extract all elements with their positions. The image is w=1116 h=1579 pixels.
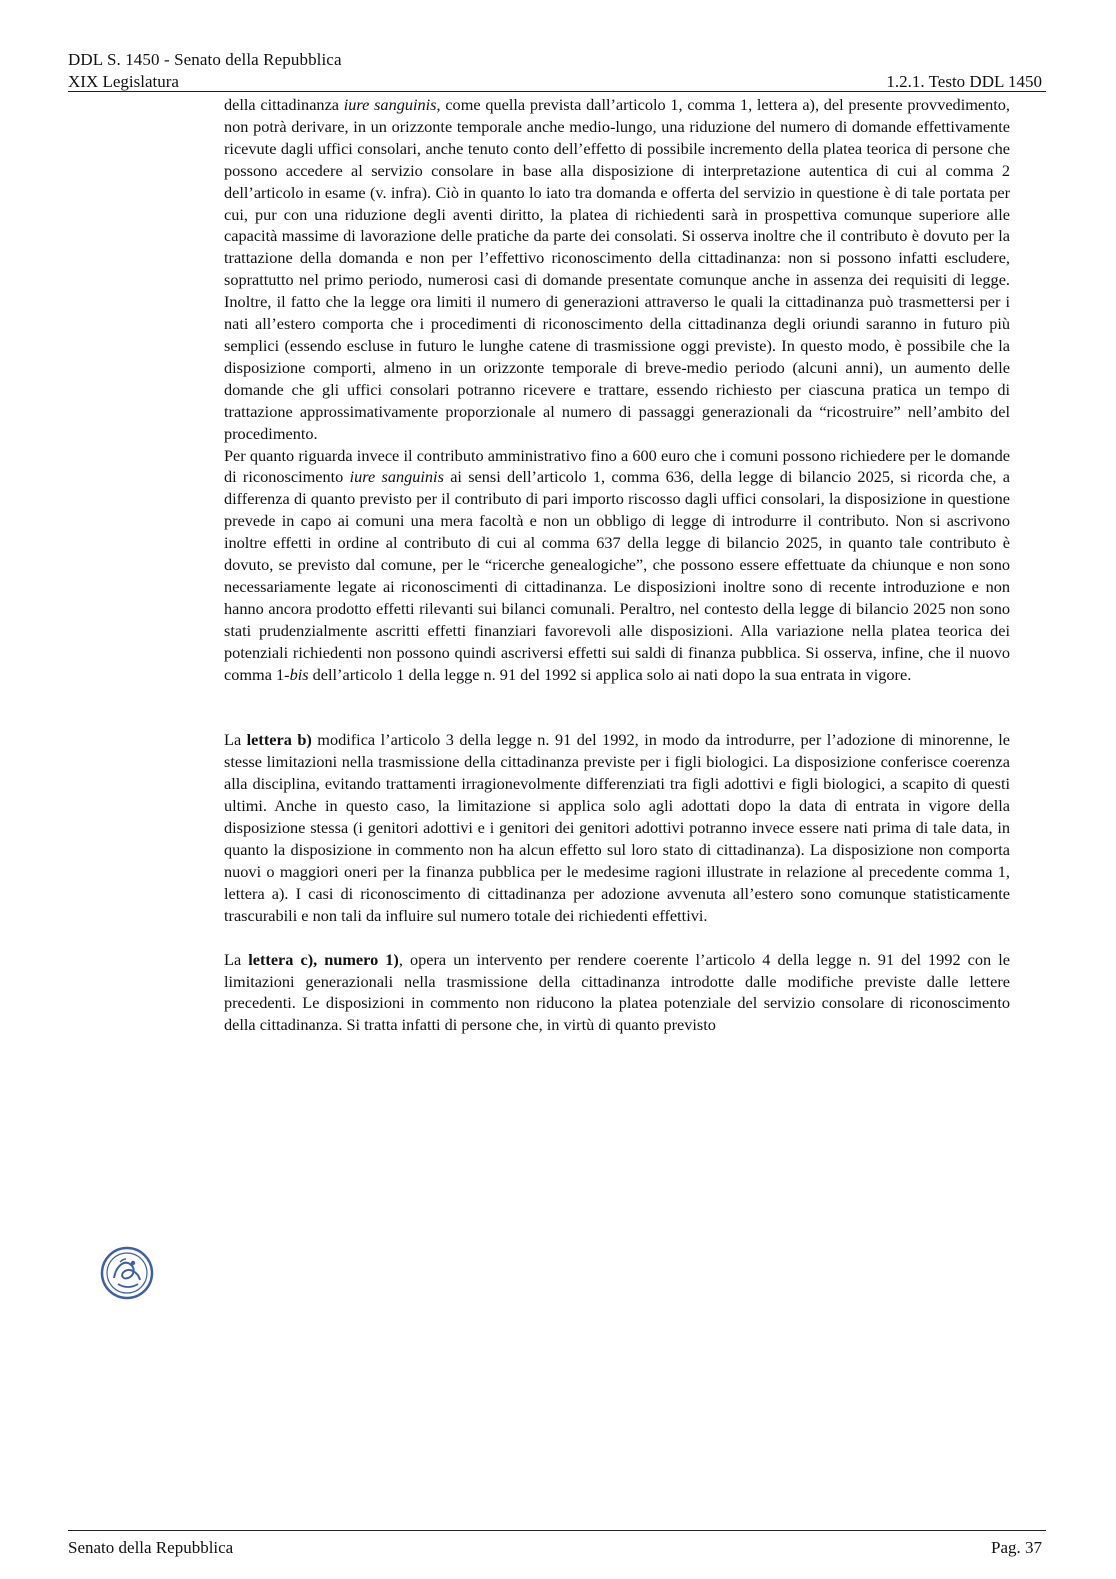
footer-divider [68, 1530, 1046, 1531]
paragraph-4: La lettera c), numero 1), opera un intervento per rendere coerente l’articolo 4 della legge n. 91 del 1992 con le limitazioni generazionali nella trasmissione della cittadinanza introdotte dalle modifiche previste dalle lettere precedenti. Le disposizioni in commento non riducono la platea potenziale del servizio consolare di riconoscimento della cittadinanza. Si tratta infatti di persone che, in virtù di quanto previsto [224, 949, 1010, 1035]
italic-latin-term: iure sanguinis [349, 467, 444, 487]
italic-latin-term: iure sanguinis [343, 95, 437, 114]
spacer [224, 927, 1010, 949]
legislature-label: XIX Legislatura [68, 72, 179, 91]
senate-seal-icon [100, 1246, 154, 1300]
bold-lettera-b: lettera b) [246, 730, 312, 750]
footer-source: Senato della Repubblica [68, 1538, 234, 1557]
header-title: DDL S. 1450 - Senato della Repubblica [68, 50, 342, 69]
paragraph-1: della cittadinanza iure sanguinis, come quella prevista dall’articolo 1, comma 1, lettera a), del presente provvedimento, non potrà derivare, in un orizzonte temporale anche medio-lungo, una riduzione del numero di domande effettivamente ricevute dagli uffici consolari, anche tenuto conto dell’effetto di possibile incremento della platea teorica di persone che possono accedere al servizio consolare in base alla disposizione di interpretazione autentica di cui al comma 2 dell’articolo in esame (v. infra). Ciò in quanto lo iato tra domanda e offerta del servizio in questione è di tale portata per cui, pur con una riduzione degli aventi diritto, la platea di richiedenti sarà in prospettiva comunque superiore alle capacità massime di lavorazione delle pratiche da parte dei consolati. Si osserva inoltre che il contributo è dovuto per la trattazione della domanda e non per l’effettivo riconoscimento della cittadinanza: non si possono infatti escludere, soprattutto nel primo periodo, numerosi casi di domande presentate comunque anche in assenza dei requisiti di legge. Inoltre, il fatto che la legge ora limiti il numero di generazioni attraverso le quali la cittadinanza può trasmettersi per i nati all’estero comporta che i procedimenti di riconoscimento della cittadinanza degli oriundi saranno in futuro più semplici (essendo escluse in futuro le lunghe catene di trasmissione oggi previste). In questo modo, è possibile che la disposizione comporti, almeno in un orizzonte temporale di breve-medio periodo (alcuni anni), un aumento delle domande che gli uffici consolari potranno ricevere e trattare, essendo richiesto per ciascuna pratica un tempo di trattazione approssimativamente proporzionale al numero di passaggi generazionali da “ricostruire” nell’ambito del procedimento. [224, 95, 1010, 443]
page-number: Pag. 37 [991, 1538, 1042, 1557]
header-row [68, 72, 1046, 92]
spacer [224, 685, 1010, 729]
bold-lettera-c: lettera c), numero 1) [248, 949, 399, 969]
paragraph-2: Per quanto riguarda invece il contributo amministrativo fino a 600 euro che i comuni possono richiedere per le domande di riconoscimento iure sanguinis ai sensi dell’articolo 1, comma 636, della legge di bilancio 2025, si ricorda che, a differenza di quanto previsto per il contributo di pari importo riscosso dagli uffici consolari, la disposizione in questione prevede in capo ai comuni una mera facoltà e non un obbligo di legge di introdurre il contributo. Non si ascrivono inoltre effetti in ordine al contributo di cui al comma 637 della legge di bilancio 2025, in quanto tale contributo è dovuto, se previsto dal comune, per le “ricerche genealogiche”, che possono essere effettuate da chiunque e non sono necessariamente legate ai riconoscimenti di cittadinanza. Le disposizioni inoltre sono di recente introduzione e non hanno ancora prodotto effetti rilevanti sui bilanci comunali. Peraltro, nel contesto della legge di bilancio 2025 non sono stati prudenzialmente ascritti effetti finanziari favorevoli alle disposizioni. Alla variazione nella platea teorica dei potenziali richiedenti non possono quindi ascriversi effetti sui saldi di finanza pubblica. Si osserva, infine, che il nuovo comma 1-bis dell’articolo 1 della legge n. 91 del 1992 si applica solo ai nati dopo la sua entrata in vigore. [224, 445, 1010, 684]
section-label: 1.2.1. Testo DDL 1450 [886, 72, 1042, 91]
footer-row [68, 1537, 1046, 1559]
header-divider [68, 91, 1046, 92]
italic-bis: bis [289, 664, 309, 684]
document-body [224, 94, 1010, 1036]
paragraph-3: La lettera b) modifica l’articolo 3 della legge n. 91 del 1992, in modo da introdurre, per l’adozione di minorenne, le stesse limitazioni nella trasmissione della cittadinanza previste per i figli biologici. La disposizione conferisce coerenza alla disciplina, evitando trattamenti irragionevolmente differenziati tra figli adottivi e figli biologici, a scapito di questi ultimi. Anche in questo caso, la limitazione si applica solo agli adottati dopo la data di entrata in vigore della disposizione stessa (i genitori adottivi e i genitori dei genitori adottivi potranno invece essere nati prima di tale data, in quanto la disposizione in commento non ha alcun effetto sul loro stato di cittadinanza). La disposizione non comporta nuovi o maggiori oneri per la finanza pubblica per le medesime ragioni illustrate in relazione al precedente comma 1, lettera a). I casi di riconoscimento di cittadinanza per adozione avvenuta all’estero sono comunque statisticamente trascurabili e non tali da influire sul numero totale dei richiedenti effettivi. [224, 730, 1010, 925]
